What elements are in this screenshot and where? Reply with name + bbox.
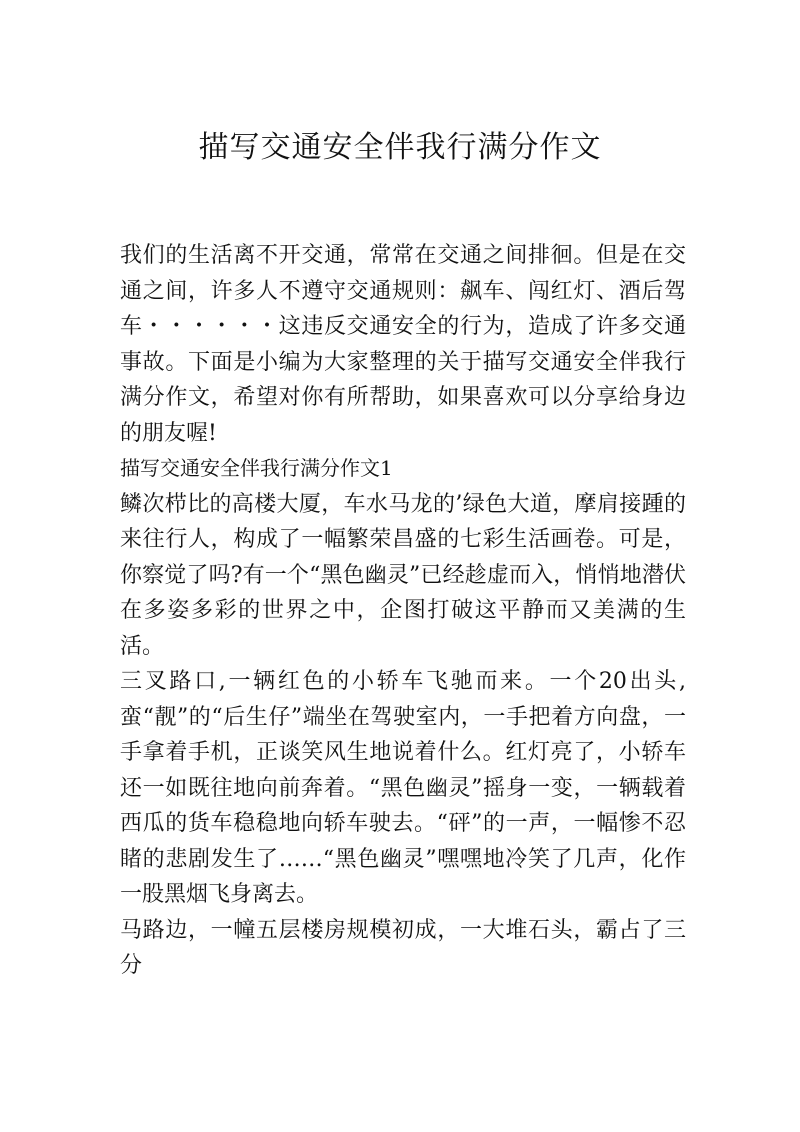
document-body	[120, 238, 686, 984]
body-paragraph-1: 鳞次栉比的高楼大厦，车水马龙的’绿色大道，摩肩接踵的来往行人，构成了一幅繁荣昌盛的七彩生活画卷。可是，你察觉了吗?有一个“黑色幽灵”已经趁虚而入，悄悄地潜伏在多姿多彩的世界之中，企图打破这平静而又美满的生活。	[120, 491, 686, 659]
body-paragraph-2: 三叉路口,一辆红色的小轿车飞驰而来。一个20出头,蛮“靓”的“后生仔”端坐在驾驶室内，一手把着方向盘，一手拿着手机，正谈笑风生地说着什么。红灯亮了，小轿车还一如既往地向前奔着。“黑色幽灵”摇身一变，一辆载着西瓜的货车稳稳地向轿车驶去。“砰”的一声，一幅惨不忍睹的悲剧发生了……“黑色幽灵”嘿嘿地冷笑了几声，化作一股黑烟飞身离去。	[120, 669, 686, 907]
section-heading: 描写交通安全伴我行满分作文1	[120, 456, 393, 480]
intro-paragraph: 我们的生活离不开交通，常常在交通之间排徊。但是在交通之间，许多人不遵守交通规则：飙车、闯红灯、酒后驾车・・・・・・这违反交通安全的行为，造成了许多交通事故。下面是小编为大家整理的关于描写交通安全伴我行满分作文，希望对你有所帮助，如果喜欢可以分享给身边的朋友喔!	[120, 243, 686, 446]
body-paragraph-3: 马路边，一幢五层楼房规模初成，一大堆石头，霸占了三分	[120, 917, 686, 978]
document-title: 描写交通安全伴我行满分作文	[198, 130, 602, 165]
